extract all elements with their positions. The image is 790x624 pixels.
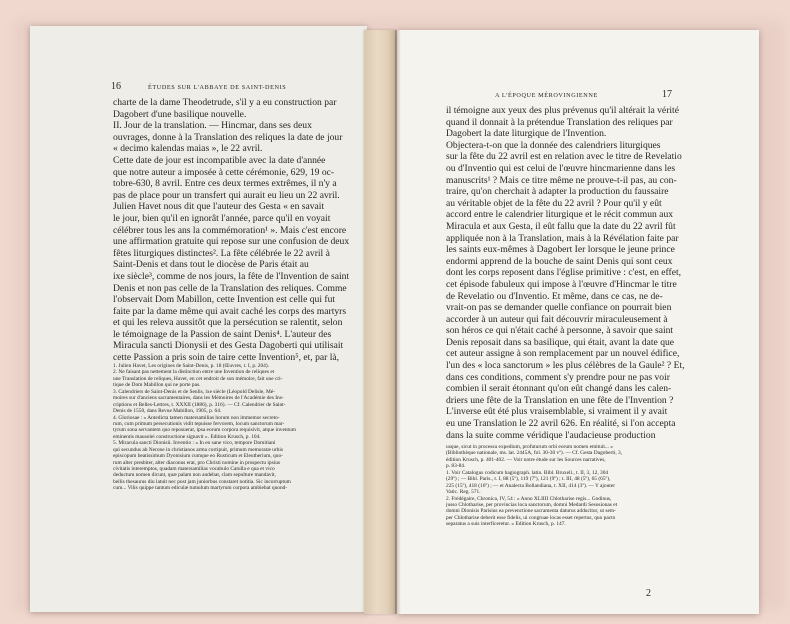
left-footnotes xyxy=(113,363,359,492)
right-page xyxy=(397,30,759,614)
body-line: cette Passion a pris soin de taire cette Invention⁵, et, par là, xyxy=(113,352,340,364)
body-line: Dagobert d'une basilique nouvelle. xyxy=(113,108,247,120)
footnote-line: moires sur d'anciens sacramentaires, dans les Mémoires de l'Académie des Ins- xyxy=(113,395,284,402)
footnote-line: domni Dionisis Parisius ea prevenctione sacramenta daturus adducitur, ut sem- xyxy=(446,508,616,515)
body-line: Saint-Denis et dans tout le diocèse de Paris était au xyxy=(113,259,309,271)
body-line: pas de place pour un transfert qui aurait eu lieu un 22 avril. xyxy=(113,189,340,201)
body-line: Denis et non pas celle de la Translation des reliques. Comme xyxy=(113,282,347,294)
body-line: Objectera-t-on que la donnée des calendriers liturgiques xyxy=(446,139,661,151)
footnote-line: 3. Calendriers de Saint-Denis et de Senlis, ixe siècle (Léopold Delisle, Mé- xyxy=(113,388,275,395)
body-line: accorder à un auteur qui fait découvrir miraculeusement à xyxy=(446,313,668,325)
body-line: endormi apprend de la bouche de saint Denis qui sont ceux xyxy=(446,255,673,267)
body-line: il témoigne aux yeux des plus prévenus qu'il altérait la vérité xyxy=(446,105,679,116)
body-line: Miracula sancti Dionysii et des Gesta Dagoberti qui utilisait xyxy=(113,340,344,352)
footnote-line: civitatis interemptos, quadam matersamilias vocabulo Catulla e qua et vico xyxy=(113,466,275,472)
footnote-line: rum alter presbiter, alter diaconus erat, pro Christi nomine in prospectu ipsius xyxy=(113,459,281,466)
paper-spine-strip xyxy=(364,30,396,614)
body-line: son héros ce qui n'était caché à personne, à savoir que saint xyxy=(446,325,674,337)
body-line: dont les corps reposent dans l'église primitive : c'est, en effet, xyxy=(446,267,682,279)
footnote-line: une Translation de reliques, Havet, en cet endroit de son mémoire, fait une cri- xyxy=(113,375,283,382)
footnote-line: 1. Julien Havet, Les origines de Saint-Denis, p. 18 (Œuvres, t. I, p. 204). xyxy=(113,363,270,369)
footnote-line: bellis thesaurus diu latuit nec post jam juniorbus constaret notitia. Sic incorruptum xyxy=(113,478,291,485)
left-running-head: ÉTUDES SUR L'ABBAYE DE SAINT-DENIS xyxy=(148,84,287,91)
left-body-text xyxy=(113,97,359,364)
footnote-line: 1. Voir Catalogus codicum hagiograph. latin. Bibl. Bruxell., t. II, 3, 12, 304 xyxy=(446,469,609,476)
body-line: appliquée non à la Translation, mais à la Révélation faite par xyxy=(446,232,679,244)
body-line: Cette date de jour est incompatible avec la date d'année xyxy=(113,154,326,166)
right-page-number: 17 xyxy=(662,89,672,100)
signature-number: 2 xyxy=(646,588,651,599)
body-line: quand il donnait à la prétendue Translation des reliques par xyxy=(446,116,673,128)
body-line: accord entre le calendrier liturgique et le récit commun aux xyxy=(446,209,674,221)
footnote-line: (29º) ; — Bibl. Paris., t. I, 88 (5º), 119 (7º), 121 (9º) ; t. III, 48 (5º), 65 (65º), xyxy=(446,476,611,483)
body-line: cet auteur assigne à son remplacement par un nouvel édifice, xyxy=(446,348,680,360)
body-line: le jour, bien qu'il en ignorât l'année, parce qu'il en voyait xyxy=(113,212,331,224)
body-line: Dagobert la date liturgique de l'Invention. xyxy=(446,128,607,140)
footnote-line: 2. Ne faisant pas nettement la distinction entre une Invention de reliques et xyxy=(113,369,275,376)
footnote-line: Denis de 1550, dans Revue Mabillon, 1905, p. 64. xyxy=(113,408,222,415)
body-line: au véritable objet de la fête du 22 avril ? Pour qu'il y eût xyxy=(446,197,662,209)
footnote-line: 225 (15º), 418 (16º) ; — et Analecta Bollandiana, t. XII, 414 (3º). — Y ajouter xyxy=(446,482,615,489)
footnote-line: Vatic. Reg. 571. xyxy=(446,489,481,496)
body-line: cet épisode fabuleux qui impose à l'œuvre d'Hincmar le titre xyxy=(446,278,677,290)
body-line: de Revelatio ou d'Inventio. Et même, dans ce cas, ne de- xyxy=(446,290,663,302)
body-line: L'inverse eût été plus vraisemblable, si vraiment il y avait xyxy=(446,406,668,418)
footnote-line: 2. Frédégaire, Chronica, IV, 54 : « Anno XLIIII Chlotharise regis... Godinus, xyxy=(446,495,612,502)
footnote-line: qui secundus ab Nerone in christianos arma corripuit, primum memoratæ urbis xyxy=(113,446,283,453)
body-line: « decimo kalendas maias », le 22 avril. xyxy=(113,143,263,155)
footnote-line: 5. Miracula sancti Dionisii. Inventio : « In eo sane vico, tempore Domitiani xyxy=(113,440,276,447)
footnote-line: p. 83-84. xyxy=(446,463,466,470)
left-page xyxy=(30,26,367,612)
footnote-line: eminentis mausolei constructione signavit ». Édition Krusch, p. 104. xyxy=(113,433,261,440)
footnote-line: jusso Chlotharise, per provincias loca sanctorum, domni Medardi Sesosionas et xyxy=(446,501,618,508)
left-page-number: 16 xyxy=(111,81,121,92)
body-line: tobre-630, 8 avril. Entre ces deux termes extrêmes, il n'y a xyxy=(113,178,337,190)
body-line: le témoignage de la Passion de saint Denis⁴. L'auteur des xyxy=(113,328,332,340)
footnote-line: separatus a suis interficeretur. » Édition Krusch, p. 147. xyxy=(446,521,566,528)
body-line: que notre auteur a imposée à cette cérémonie, 629, 19 oc- xyxy=(113,166,335,178)
body-line: faite par la dame même qui avait caché les corps des martyrs xyxy=(113,305,347,317)
body-line: eu une Translation le 22 avril 626. En réalité, si l'on accepta xyxy=(446,418,676,430)
body-line: dans la suite comme véridique l'audacieuse production xyxy=(446,429,656,441)
body-line: vrait-on pas se demander quelle confiance on pourrait bien xyxy=(446,302,672,314)
body-line: l'observait Dom Mabillon, cette Invention est celle qui fut xyxy=(113,294,336,306)
footnote-line: criptions et Belles-Lettres, t. XXXII (1886), p. 316). — Cf. Calendrier de Saint- xyxy=(113,401,286,408)
body-line: combien il serait étonnant qu'on eût changé dans les calen- xyxy=(446,383,672,395)
footnote-line: tique de Dom Mabillon qui ne porte pas. xyxy=(113,382,201,389)
footnote-line: 4. Gloriosae : « Antedicta tamen matersamilias horum non immemor secreto- xyxy=(113,414,280,421)
body-line: ouvrages, donne à la Translation des reliques la date de jour xyxy=(113,131,343,143)
footnote-line: cum... Vilis quippe tantum ediculæ tumulum martyrum corpora ambiebat quond- xyxy=(113,485,288,492)
footnote-line: episcopum beatissimum Dyonisium cumque eo Rusticum et Eleutherium, quo- xyxy=(113,453,283,460)
body-line: fêtes liturgiques distinctes². La fête célébrée le 22 avril à xyxy=(113,247,330,259)
footnote-line: usque, sicut in processu expedium, profuturum orbi eorum nomen emituit... » xyxy=(446,444,613,450)
footnote-line: rum, cum primum persecutionis vidit tepuisse fervorem, locum sanctorum mar- xyxy=(113,420,285,427)
footnote-line: édition Krusch, p. 401-402. — Voir notre étude sur les Sources narratives, xyxy=(446,456,606,463)
body-line: sur la fête du 22 avril est en relation avec le titre de Revelatio xyxy=(446,151,682,163)
body-line: et qui les releva aussitôt que la persécution se ralentit, selon xyxy=(113,317,343,329)
body-line: une affirmation gratuite qui repose sur une confusion de deux xyxy=(113,236,350,248)
body-line: Miracula et aux Gesta, il eût fallu que la date du 22 avril fût xyxy=(446,220,676,232)
body-line: célébrer tous les ans la commémoration¹ ». Mais c'est encore xyxy=(113,224,347,236)
body-line: charte de la dame Theodetrude, s'il y a eu construction par xyxy=(113,97,337,108)
gutter-shadow xyxy=(395,30,401,614)
body-line: ou d'Inventio qui est celui de l'œuvre hincmarienne dans les xyxy=(446,162,676,174)
body-line: Julien Havet nous dit que l'auteur des Gesta « en savait xyxy=(113,201,325,213)
footnote-line: deductum nomen dicunt, quæ palam non audebat, clam sepulture mandavit, xyxy=(113,472,276,479)
right-footnotes xyxy=(446,444,692,528)
body-line: Denis reposait dans sa basilique, qui était, avant la date que xyxy=(446,336,675,348)
right-body-text xyxy=(446,105,692,441)
body-line: traire, qu'on cherchait à adapter la production du faussaire xyxy=(446,186,669,198)
footnote-line: (Bibliothèque nationale, ms. lat. 2445A, fol. 30-30 vº). — Cf. Gesta Dagoberti, 3, xyxy=(446,450,623,457)
body-line: manuscrits¹ ? Mais ce titre même ne prouve-t-il pas, au con- xyxy=(446,174,677,186)
body-line: II. Jour de la translation. — Hincmar, dans ses deux xyxy=(113,120,312,132)
body-line: ixe siècle³, comme de nos jours, la fête de l'Invention de saint xyxy=(113,270,350,282)
body-line: driers une fête de la Translation en une fête de l'Invention ? xyxy=(446,394,674,406)
footnote-line: tyrum sona servantem quo reposuerat, ipsa eorum corpora requisivit, atque inventum xyxy=(113,427,296,434)
body-line: les saints eux-mêmes à Dagobert Ier lorsque le jeune prince xyxy=(446,244,675,256)
footnote-line: per Chlotharise deberit esse fidelis, ui congruae locas esset repertus, quo pacto xyxy=(446,514,616,521)
body-line: dans ces conditions, comment s'y prendre pour ne pas voir xyxy=(446,371,670,383)
right-running-head: A L'ÉPOQUE MÉROVINGIENNE xyxy=(495,92,598,99)
body-line: l'un des « loca sanctorum » les plus célèbres de la Gaule² ? Et, xyxy=(446,360,685,372)
